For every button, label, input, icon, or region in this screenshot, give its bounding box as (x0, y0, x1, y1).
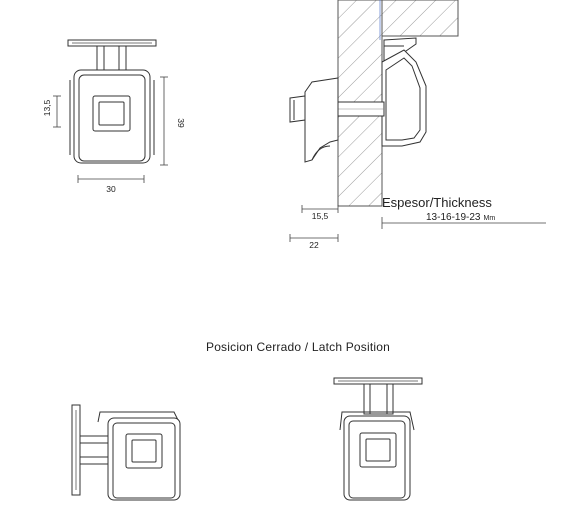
latched-side-view (72, 405, 180, 500)
front-view-latch (68, 40, 156, 163)
dimension-lines-section (290, 205, 546, 242)
thickness-unit: Mm (483, 215, 496, 222)
thickness-values (426, 212, 495, 223)
section-title: Posicion Cerrado / Latch Position (205, 340, 391, 354)
dimension-offset-a: 15,5 (311, 211, 329, 221)
dimension-offset-b: 22 (309, 240, 319, 250)
thickness-label: Espesor/Thickness (382, 195, 492, 210)
thickness-values-number: 13-16-19-23 (426, 212, 481, 223)
latched-front-view (334, 378, 422, 500)
dimension-width: 30 (106, 184, 116, 194)
dimension-height-total: 39 (176, 118, 186, 128)
dimension-height-small: 13,5 (42, 99, 52, 117)
